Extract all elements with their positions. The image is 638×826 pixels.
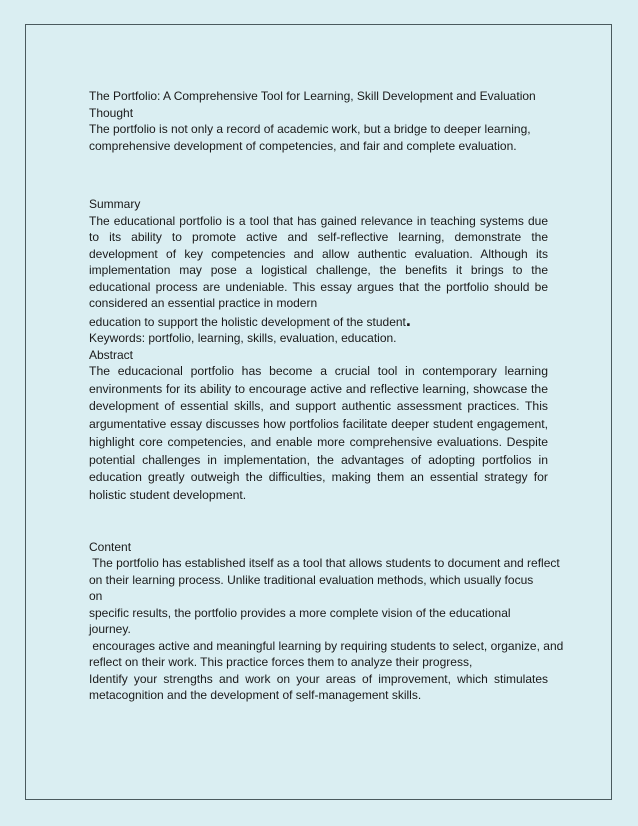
document-title: The Portfolio: A Comprehensive Tool for Learning, Skill Development and Evaluation [89, 89, 536, 103]
abstract-heading: Abstract [89, 347, 134, 362]
content-line: encourages active and meaningful learning by requiring students to select, organize, and [89, 638, 564, 653]
summary-section [89, 196, 548, 330]
summary-last-line [89, 309, 548, 331]
content-section [89, 539, 564, 704]
summary-heading: Summary [89, 197, 141, 211]
content-line: specific results, the portfolio provides a more complete vision of the educational journey. [89, 605, 511, 637]
summary-text: The educational portfolio is a tool that has gained relevance in teaching systems due to its ability to promote active and self-reflective learning, demonstrate the development of key competencies and allow authentic evaluation. Although its implementation may pose a logistical challenge, the benefits it brings to the educational process are undeniable. This essay argues that the portfolio should be considered an essential practice in modern [89, 213, 548, 310]
thought-text: The portfolio is not only a record of academic work, but a bridge to deeper learning, comprehensive development of competencies, and fair and complete evaluation. [89, 122, 531, 153]
abstract-text: The educacional portfolio has become a crucial tool in contemporary learning environments for its ability to encourage active and reflective learning, showcase the development of essential skills, and support authentic assessment practices. This argumentative essay discusses how portfolios facilitate deeper student engagement, highlight core competencies, and enable more comprehensive evaluations. Despite potential challenges in implementation, the advantages of adopting portfolios in education greatly outweigh the difficulties, making them an essential strategy for holistic student development. [89, 364, 548, 502]
summary-end-mark: . [405, 309, 411, 330]
content-heading: Content [89, 539, 132, 554]
thought-heading: Thought [89, 105, 134, 120]
content-final-paragraph: Identify your strengths and work on your areas of improvement, which stimulates metacognition and the development of self-management skills. [89, 671, 548, 703]
content-line: The portfolio has established itself as a tool that allows students to document and reflect [89, 556, 560, 571]
content-line: on their learning process. Unlike traditional evaluation methods, which usually focus on [89, 572, 534, 604]
abstract-section [89, 347, 548, 505]
keywords: Keywords: portfolio, learning, skills, evaluation, education. [89, 331, 397, 345]
document-body [89, 88, 564, 704]
thought-section [89, 105, 548, 155]
summary-last-line-text: education to support the holistic development of the student [89, 314, 406, 329]
content-line: reflect on their work. This practice forces them to analyze their progress, [89, 655, 473, 670]
